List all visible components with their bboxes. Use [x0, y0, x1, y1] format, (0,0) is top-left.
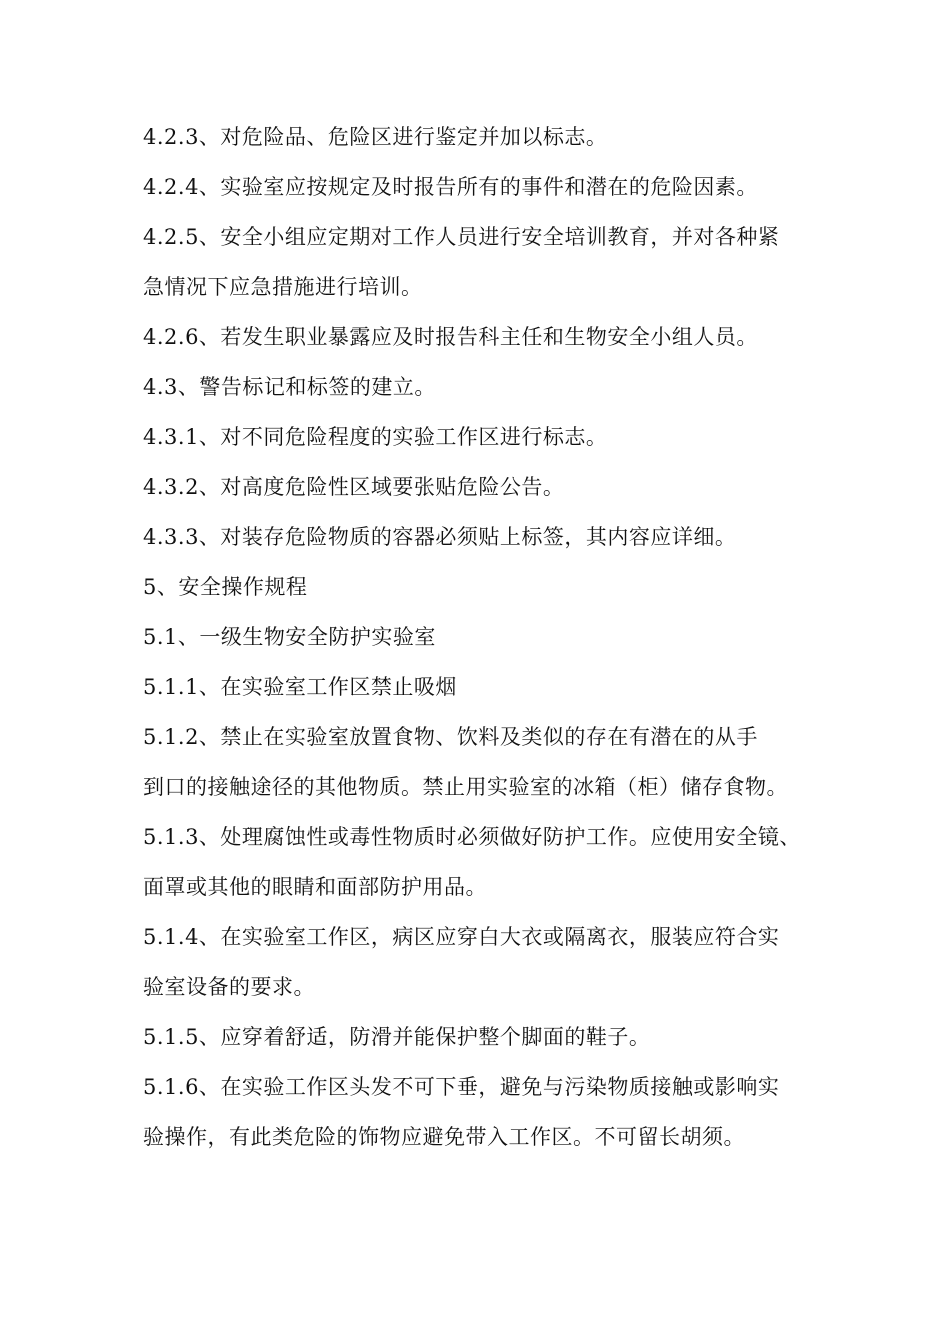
section-heading-5-1: 5.1、一级生物安全防护实验室 — [143, 625, 436, 649]
text-line-4-2-4: 4.2.4、实验室应按规定及时报告所有的事件和潜在的危险因素。 — [143, 175, 758, 199]
text-line-4-3-1: 4.3.1、对不同危险程度的实验工作区进行标志。 — [143, 425, 608, 449]
section-heading-4-3: 4.3、警告标记和标签的建立。 — [143, 375, 436, 399]
text-line-5-1-1: 5.1.1、在实验室工作区禁止吸烟 — [143, 675, 457, 699]
text-line-4-2-5: 4.2.5、安全小组应定期对工作人员进行安全培训教育，并对各种紧 — [143, 225, 780, 249]
text-line-5-1-6: 5.1.6、在实验工作区头发不可下垂，避免与污染物质接触或影响实 — [143, 1075, 780, 1099]
text-line-4-2-6: 4.2.6、若发生职业暴露应及时报告科主任和生物安全小组人员。 — [143, 325, 758, 349]
text-line-5-1-3-cont: 面罩或其他的眼睛和面部防护用品。 — [143, 875, 487, 899]
document-body — [143, 112, 823, 1162]
text-line-5-1-2: 5.1.2、禁止在实验室放置食物、饮料及类似的存在有潜在的从手 — [143, 725, 758, 749]
text-line-5-1-5: 5.1.5、应穿着舒适，防滑并能保护整个脚面的鞋子。 — [143, 1025, 651, 1049]
text-line-4-3-3: 4.3.3、对装存危险物质的容器必须贴上标签，其内容应详细。 — [143, 525, 737, 549]
text-line-5-1-4: 5.1.4、在实验室工作区，病区应穿白大衣或隔离衣，服装应符合实 — [143, 925, 780, 949]
text-line-5-1-6-cont: 验操作，有此类危险的饰物应避免带入工作区。不可留长胡须。 — [143, 1125, 745, 1149]
text-line-4-2-5-cont: 急情况下应急措施进行培训。 — [143, 275, 423, 299]
text-line-4-3-2: 4.3.2、对高度危险性区域要张贴危险公告。 — [143, 475, 565, 499]
text-line-5-1-2-cont: 到口的接触途径的其他物质。禁止用实验室的冰箱（柜）储存食物。 — [143, 775, 788, 799]
section-heading-5: 5、安全操作规程 — [143, 575, 308, 599]
text-line-5-1-4-cont: 验室设备的要求。 — [143, 975, 315, 999]
text-line-4-2-3: 4.2.3、对危险品、危险区进行鉴定并加以标志。 — [143, 125, 608, 149]
text-line-5-1-3: 5.1.3、处理腐蚀性或毒性物质时必须做好防护工作。应使用安全镜、 — [143, 825, 801, 849]
